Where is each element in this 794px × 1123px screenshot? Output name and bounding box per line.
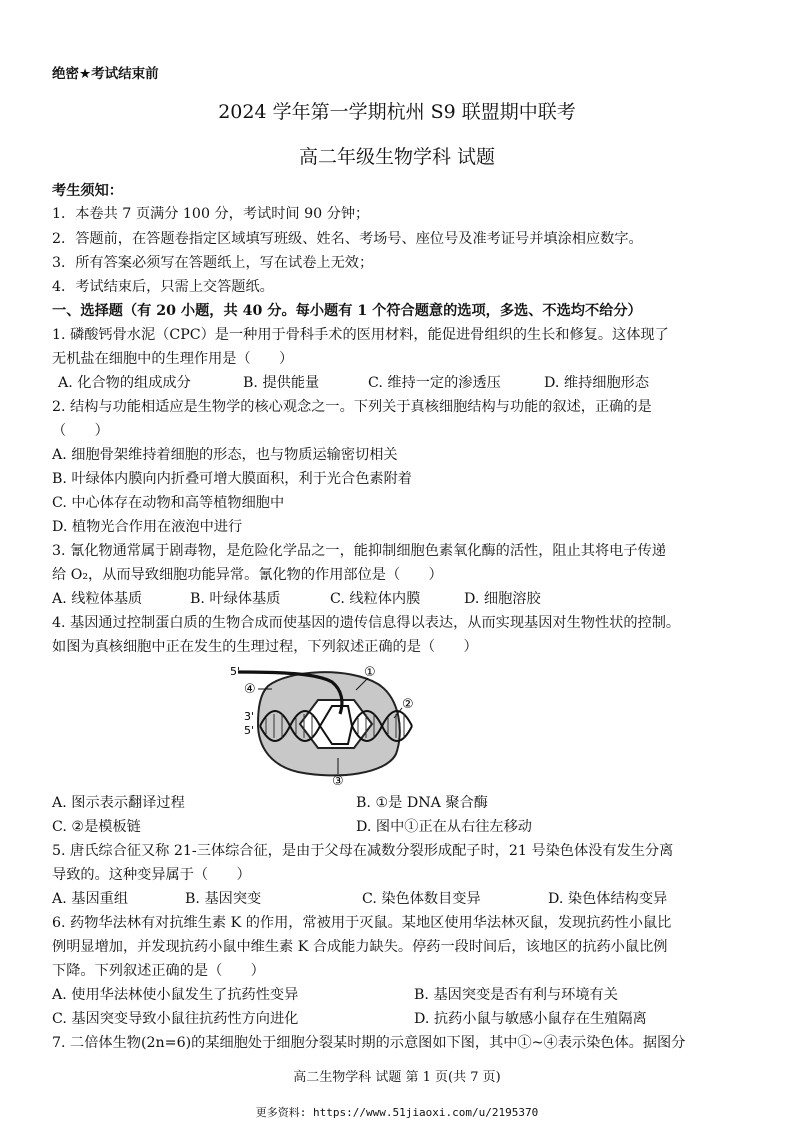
question-1-line: 1. 磷酸钙骨水泥（CPC）是一种用于骨科手术的医用材料，能促进骨组织的生长和修复。这体现了 — [52, 327, 669, 343]
notice-item: 2．答题前，在答题卷指定区域填写班级、姓名、考场号、座位号及准考证号并填涂相应数字。 — [52, 231, 643, 247]
q6-option-b: B. 基因突变是否有利与环境有关 — [414, 987, 618, 1003]
q4-option-b: B. ①是 DNA 聚合酶 — [356, 795, 488, 811]
q6-option-c: C. 基因突变导致小鼠往抗药性方向进化 — [52, 1011, 299, 1027]
question-7-line: 7. 二倍体生物(2n=6)的某细胞处于细胞分裂某时期的示意图如下图，其中①~④表示染色体。据图分 — [52, 1035, 686, 1051]
question-2-line: （ ） — [52, 423, 109, 439]
label-4: ④ — [244, 682, 256, 697]
q3-option-a: A. 线粒体基质 — [52, 591, 143, 607]
q1-option-c: C. 维持一定的渗透压 — [368, 375, 501, 391]
notice-item: 1．本卷共 7 页满分 100 分，考试时间 90 分钟； — [52, 206, 370, 222]
label-2: ② — [402, 697, 414, 712]
page-footer: 高二生物学科 试题 第 1 页(共 7 页) — [293, 1070, 501, 1085]
question-6-line: 例明显增加，并发现抗药小鼠中维生素 K 合成能力缺失。停药一段时间后，该地区的抗药小鼠比例 — [52, 939, 668, 955]
q2-option-d: D. 植物光合作用在液泡中进行 — [52, 519, 243, 535]
q4-option-d: D. 图中①正在从右往左移动 — [356, 819, 532, 835]
question-4-line: 如图为真核细胞中正在发生的生理过程，下列叙述正确的是（ ） — [52, 639, 478, 655]
q5-option-d: D. 染色体结构变异 — [548, 891, 668, 907]
label-3-prime: 3' — [244, 710, 255, 723]
transcription-diagram — [228, 662, 420, 786]
q5-option-a: A. 基因重组 — [52, 891, 129, 907]
question-1-line: 无机盐在细胞中的生理作用是（ ） — [52, 351, 294, 367]
q5-option-b: B. 基因突变 — [185, 891, 262, 907]
q4-option-c: C. ②是模板链 — [52, 819, 141, 835]
question-6-line: 下降。下列叙述正确的是（ ） — [52, 963, 265, 979]
notice-item: 3．所有答案必须写在答题纸上，写在试卷上无效； — [52, 255, 374, 271]
label-3: ③ — [332, 774, 344, 786]
exam-title: 2024 学年第一学期杭州 S9 联盟期中联考 — [218, 101, 576, 123]
question-3-line: 给 O₂，从而导致细胞功能异常。氰化物的作用部位是（ ） — [52, 567, 443, 583]
section-heading: 一、选择题（有 20 小题，共 40 分。每小题有 1 个符合题意的选项，多选、不选均不给分） — [52, 303, 642, 319]
exam-subtitle: 高二年级生物学科 试题 — [298, 146, 496, 168]
q2-option-b: B. 叶绿体内膜向内折叠可增大膜面积，利于光合色素附着 — [52, 471, 412, 487]
q2-option-c: C. 中心体存在动物和高等植物细胞中 — [52, 495, 285, 511]
q6-option-a: A. 使用华法林使小鼠发生了抗药性变异 — [52, 987, 299, 1003]
question-5-line: 5. 唐氏综合征又称 21-三体综合征，是由于父母在减数分裂形成配子时，21 号染色体没有发生分离 — [52, 843, 674, 859]
q3-option-d: D. 细胞溶胶 — [464, 591, 541, 607]
q2-option-a: A. 细胞骨架维持着细胞的形态，也与物质运输密切相关 — [52, 447, 398, 463]
label-1: ① — [364, 665, 376, 680]
question-6-line: 6. 药物华法林有对抗维生素 K 的作用，常被用于灭鼠。某地区使用华法林灭鼠，发现抗药性小鼠比 — [52, 915, 672, 931]
q3-option-b: B. 叶绿体基质 — [190, 591, 281, 607]
q1-option-a: A. 化合物的组成成分 — [58, 375, 191, 391]
q1-option-d: D. 维持细胞形态 — [544, 375, 650, 391]
transcription-figure — [228, 662, 420, 786]
notice-heading: 考生须知： — [52, 183, 123, 199]
q4-option-a: A. 图示表示翻译过程 — [52, 795, 185, 811]
q1-option-b: B. 提供能量 — [243, 375, 320, 391]
q3-option-c: C. 线粒体内膜 — [330, 591, 421, 607]
label-5-prime-top: 5' — [230, 665, 241, 678]
question-2-line: 2. 结构与功能相适应是生物学的核心观念之一。下列关于真核细胞结构与功能的叙述，正确的是 — [52, 399, 652, 415]
q5-option-c: C. 染色体数目变异 — [362, 891, 481, 907]
question-5-line: 导致的。这种变异属于（ ） — [52, 867, 251, 883]
question-3-line: 3. 氰化物通常属于剧毒物，是危险化学品之一，能抑制细胞色素氧化酶的活性，阻止其将电子传递 — [52, 543, 666, 559]
question-4-line: 4. 基因通过控制蛋白质的生物合成而使基因的遗传信息得以表达，从而实现基因对生物性状的控制。 — [52, 615, 681, 631]
label-5-prime-bottom: 5' — [244, 724, 255, 737]
source-link[interactable]: 更多资料: https://www.51jiaoxi.com/u/2195370 — [255, 1106, 539, 1119]
notice-item: 4．考试结束后，只需上交答题纸。 — [52, 279, 274, 295]
secret-label: 绝密★考试结束前 — [52, 66, 159, 82]
q6-option-d: D. 抗药小鼠与敏感小鼠存在生殖隔离 — [414, 1011, 647, 1027]
